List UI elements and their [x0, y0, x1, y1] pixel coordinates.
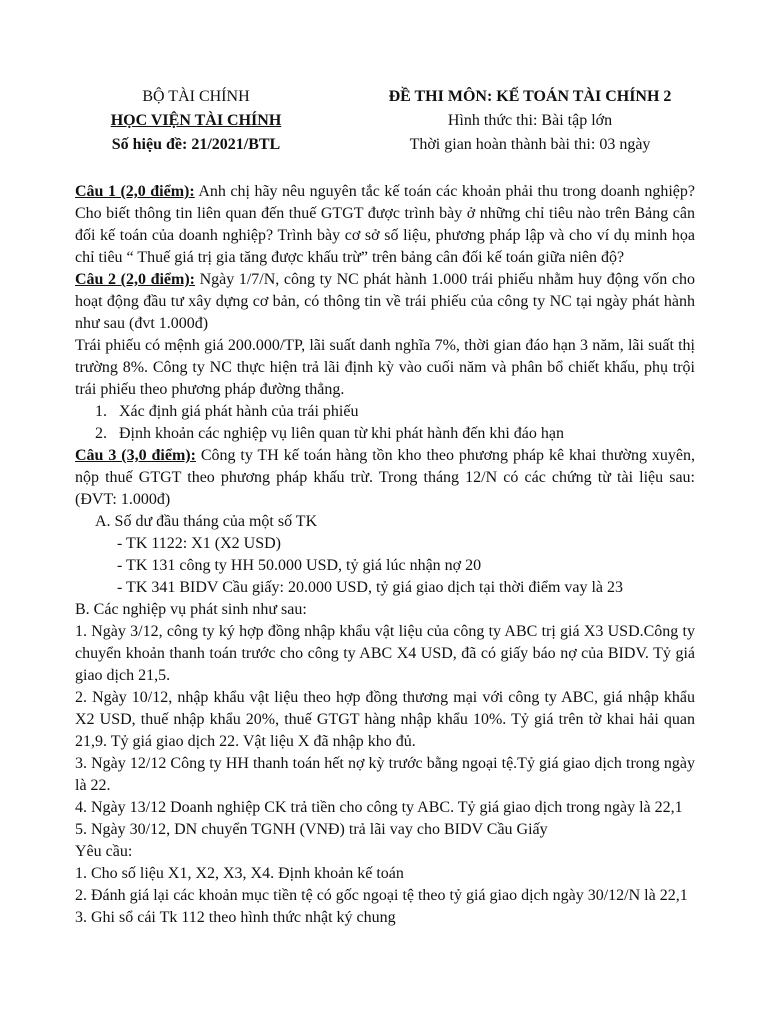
list-item-text: Xác định giá phát hành của trái phiếu	[119, 403, 359, 420]
requirement-item: 2. Đánh giá lại các khoản mục tiền tệ có gốc ngoại tệ theo tỷ giá giao dịch ngày 30/12/N là 22,1	[75, 887, 688, 904]
header-right	[350, 85, 710, 157]
question-2-bond-info: Trái phiếu có mệnh giá 200.000/TP, lãi suất danh nghĩa 7%, thời gian đáo hạn 3 năm, lãi suất thị trường 8%. Công ty NC thực hiện trả lãi định kỳ vào cuối năm và phân bổ chiết khấu, phụ trội trái phiếu theo phương pháp đường thẳng.	[75, 337, 695, 398]
section-a-heading: A. Số dư đầu tháng của một số TK	[95, 513, 318, 530]
list-item	[95, 401, 695, 423]
exam-code: Số hiệu đề: 21/2021/BTL	[111, 136, 281, 153]
requirement-item: 1. Cho số liệu X1, X2, X3, X4. Định khoản kế toán	[75, 865, 404, 882]
question-2-text: Ngày 1/7/N, công ty NC phát hành 1.000 trái phiếu nhằm huy động vốn cho hoạt động đầu tư xây dựng cơ bản, có thông tin về trái phiếu của công ty NC tại ngày phát hành như sau (đvt 1.000đ)	[75, 271, 695, 332]
balance-item: - TK 341 BIDV Cầu giấy: 20.000 USD, tỷ giá giao dịch tại thời điểm vay là 23	[117, 579, 624, 596]
question-3-text: Công ty TH kế toán hàng tồn kho theo phương pháp kê khai thường xuyên, nộp thuế GTGT theo phương pháp khấu trừ. Trong tháng 12/N có các chứng từ tài liệu sau: (ĐVT: 1.000đ)	[75, 447, 695, 508]
transaction-item: 4. Ngày 13/12 Doanh nghiệp CK trả tiền cho công ty ABC. Tỷ giá giao dịch trong ngày là 22,1	[75, 799, 683, 816]
list-item-text: Định khoản các nghiệp vụ liên quan từ khi phát hành đến khi đáo hạn	[119, 425, 565, 442]
question-2-label: Câu 2 (2,0 điểm):	[75, 271, 195, 288]
exam-duration: Thời gian hoàn thành bài thi: 03 ngày	[409, 136, 651, 153]
header-left	[96, 85, 296, 157]
question-2	[75, 269, 695, 335]
section-b-heading: B. Các nghiệp vụ phát sinh như sau:	[75, 601, 307, 618]
transaction-item: 5. Ngày 30/12, DN chuyển TGNH (VNĐ) trả lãi vay cho BIDV Cầu Giấy	[75, 821, 548, 838]
list-item-number: 2.	[95, 425, 107, 442]
list-item	[95, 423, 695, 445]
exam-body	[75, 181, 695, 929]
balance-item: - TK 1122: X1 (X2 USD)	[117, 535, 281, 552]
transaction-item: 1. Ngày 3/12, công ty ký hợp đồng nhập khẩu vật liệu của công ty ABC trị giá X3 USD.Công ty chuyển khoản thanh toán trước cho công ty ABC X4 USD, đã có giấy báo nợ của BIDV. Tỷ giá giao dịch 21,5.	[75, 623, 695, 684]
requirements-heading: Yêu cầu:	[75, 843, 133, 860]
ministry-name: BỘ TÀI CHÍNH	[142, 88, 250, 105]
exam-title: ĐỀ THI MÔN: KẾ TOÁN TÀI CHÍNH 2	[388, 88, 672, 105]
question-1	[75, 181, 695, 269]
academy-name: HỌC VIỆN TÀI CHÍNH	[110, 112, 282, 129]
transaction-item: 2. Ngày 10/12, nhập khẩu vật liệu theo hợp đồng thương mại với công ty ABC, giá nhập khẩu X2 USD, thuế nhập khẩu 20%, thuế GTGT hàng nhập khẩu 10%. Tỷ giá trên tờ khai hải quan 21,9. Tỷ giá giao dịch 22. Vật liệu X đã nhập kho đủ.	[75, 689, 695, 750]
question-3	[75, 445, 695, 511]
transaction-item: 3. Ngày 12/12 Công ty HH thanh toán hết nợ kỳ trước bằng ngoại tệ.Tỷ giá giao dịch trong ngày là 22.	[75, 755, 695, 794]
balance-item: - TK 131 công ty HH 50.000 USD, tỷ giá lúc nhận nợ 20	[117, 557, 482, 574]
question-1-label: Câu 1 (2,0 điểm):	[75, 183, 195, 200]
list-item-number: 1.	[95, 403, 107, 420]
exam-form: Hình thức thi: Bài tập lớn	[447, 112, 613, 129]
requirement-item: 3. Ghi sổ cái Tk 112 theo hình thức nhật ký chung	[75, 909, 396, 926]
question-1-text: Anh chị hãy nêu nguyên tắc kế toán các khoản phải thu trong doanh nghiệp? Cho biết thông tin liên quan đến thuế GTGT được trình bày ở những chỉ tiêu nào trên Bảng cân đối kế toán của doanh nghiệp? Trình bày cơ sở số liệu, phương pháp lập và cho ví dụ minh họa chỉ tiêu “ Thuế giá trị gia tăng được khấu trừ” trên bảng cân đối kế toán giữa niên độ?	[75, 183, 695, 266]
question-2-tasks	[75, 401, 695, 445]
question-3-label: Câu 3 (3,0 điểm):	[75, 447, 196, 464]
